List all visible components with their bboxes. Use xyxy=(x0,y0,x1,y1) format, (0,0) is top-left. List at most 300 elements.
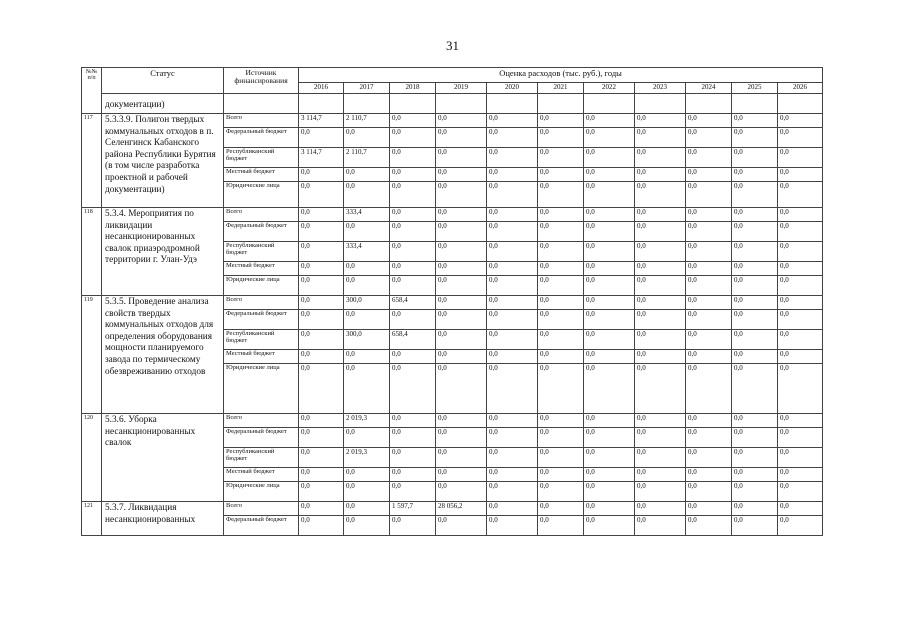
value-cell: 3 114,7 xyxy=(299,148,344,168)
value-cell: 0,0 xyxy=(686,428,732,448)
value-cell: 0,0 xyxy=(436,168,487,182)
value-cell: 0,0 xyxy=(635,208,686,222)
value-cell: 0,0 xyxy=(390,428,436,448)
value-cell: 0,0 xyxy=(538,364,584,414)
value-cell: 0,0 xyxy=(778,502,823,516)
value-cell: 0,0 xyxy=(635,222,686,242)
funding-source: Местный бюджет xyxy=(224,262,299,276)
year-header: 2020 xyxy=(487,83,538,94)
value-cell: 0,0 xyxy=(390,350,436,364)
year-header: 2023 xyxy=(635,83,686,94)
value-cell: 0,0 xyxy=(584,448,635,468)
value-cell: 0,0 xyxy=(778,428,823,448)
row-number: 118 xyxy=(82,208,102,296)
value-cell: 0,0 xyxy=(390,222,436,242)
value-cell: 0,0 xyxy=(778,310,823,330)
funding-source: Всего xyxy=(224,414,299,428)
value-cell: 0,0 xyxy=(686,296,732,310)
value-cell: 0,0 xyxy=(732,168,778,182)
value-cell: 1 597,7 xyxy=(390,502,436,516)
value-cell: 0,0 xyxy=(538,502,584,516)
year-header: 2026 xyxy=(778,83,823,94)
value-cell: 0,0 xyxy=(635,414,686,428)
value-cell: 0,0 xyxy=(732,276,778,296)
value-cell: 0,0 xyxy=(390,128,436,148)
value-cell: 0,0 xyxy=(538,428,584,448)
value-cell: 0,0 xyxy=(732,482,778,502)
value-cell: 0,0 xyxy=(344,516,390,536)
value-cell: 0,0 xyxy=(732,350,778,364)
estimate-header: Оценка расходов (тыс. руб.), годы xyxy=(299,68,823,83)
value-cell: 0,0 xyxy=(538,276,584,296)
value-cell: 0,0 xyxy=(344,468,390,482)
value-cell: 0,0 xyxy=(686,208,732,222)
year-header: 2021 xyxy=(538,83,584,94)
value-cell: 300,0 xyxy=(344,296,390,310)
value-cell: 0,0 xyxy=(344,350,390,364)
num-header: №№ п/п xyxy=(82,68,102,114)
empty-cell xyxy=(224,94,299,114)
value-cell: 0,0 xyxy=(390,448,436,468)
funding-source: Местный бюджет xyxy=(224,468,299,482)
value-cell: 0,0 xyxy=(390,364,436,414)
value-cell: 658,4 xyxy=(390,296,436,310)
value-cell: 0,0 xyxy=(436,414,487,428)
funding-source: Федеральный бюджет xyxy=(224,428,299,448)
value-cell: 0,0 xyxy=(436,310,487,330)
value-cell: 0,0 xyxy=(299,182,344,208)
value-cell: 0,0 xyxy=(390,208,436,222)
value-cell: 0,0 xyxy=(686,516,732,536)
value-cell: 0,0 xyxy=(778,148,823,168)
value-cell: 0,0 xyxy=(584,276,635,296)
value-cell: 0,0 xyxy=(487,262,538,276)
value-cell: 0,0 xyxy=(390,262,436,276)
value-cell: 0,0 xyxy=(390,482,436,502)
value-cell: 0,0 xyxy=(299,208,344,222)
value-cell: 0,0 xyxy=(584,350,635,364)
value-cell: 0,0 xyxy=(436,208,487,222)
value-cell: 0,0 xyxy=(686,262,732,276)
expenditure-table xyxy=(81,67,823,536)
value-cell: 0,0 xyxy=(538,448,584,468)
value-cell: 0,0 xyxy=(686,242,732,262)
value-cell: 0,0 xyxy=(487,182,538,208)
value-cell: 0,0 xyxy=(390,468,436,482)
value-cell: 0,0 xyxy=(635,330,686,350)
value-cell: 0,0 xyxy=(299,128,344,148)
value-cell: 0,0 xyxy=(344,502,390,516)
value-cell: 0,0 xyxy=(538,468,584,482)
value-cell: 0,0 xyxy=(732,128,778,148)
page-number: 31 xyxy=(446,38,459,53)
year-header: 2016 xyxy=(299,83,344,94)
value-cell: 0,0 xyxy=(487,208,538,222)
value-cell: 0,0 xyxy=(686,148,732,168)
value-cell: 0,0 xyxy=(299,276,344,296)
value-cell: 0,0 xyxy=(299,330,344,350)
value-cell: 0,0 xyxy=(732,208,778,222)
funding-source: Республиканский бюджет xyxy=(224,330,299,350)
empty-cell xyxy=(487,94,538,114)
funding-source: Всего xyxy=(224,114,299,128)
value-cell: 0,0 xyxy=(732,428,778,448)
value-cell: 0,0 xyxy=(732,448,778,468)
value-cell: 0,0 xyxy=(344,182,390,208)
value-cell: 0,0 xyxy=(584,128,635,148)
value-cell: 0,0 xyxy=(487,128,538,148)
value-cell: 0,0 xyxy=(635,516,686,536)
empty-cell xyxy=(686,94,732,114)
value-cell: 0,0 xyxy=(538,128,584,148)
value-cell: 0,0 xyxy=(487,114,538,128)
funding-source: Федеральный бюджет xyxy=(224,310,299,330)
value-cell: 0,0 xyxy=(344,276,390,296)
value-cell: 0,0 xyxy=(299,242,344,262)
value-cell: 0,0 xyxy=(487,276,538,296)
value-cell: 0,0 xyxy=(390,276,436,296)
value-cell: 0,0 xyxy=(436,516,487,536)
value-cell: 0,0 xyxy=(538,114,584,128)
value-cell: 0,0 xyxy=(635,350,686,364)
value-cell: 0,0 xyxy=(635,128,686,148)
value-cell: 0,0 xyxy=(344,428,390,448)
value-cell: 0,0 xyxy=(778,262,823,276)
value-cell: 0,0 xyxy=(686,276,732,296)
value-cell: 0,0 xyxy=(344,222,390,242)
value-cell: 0,0 xyxy=(299,262,344,276)
empty-cell xyxy=(390,94,436,114)
value-cell: 0,0 xyxy=(344,128,390,148)
value-cell: 0,0 xyxy=(686,364,732,414)
value-cell: 2 019,3 xyxy=(344,414,390,428)
value-cell: 333,4 xyxy=(344,208,390,222)
status-cell: 5.3.7. Ликвидация несанкционированных xyxy=(102,502,224,536)
carryover-row xyxy=(82,94,823,114)
status-cell: 5.3.5. Проведение анализа свойств твердых коммунальных отходов для определения оборудования мощности планируемого завода по термическому обезвреживанию отходов xyxy=(102,296,224,414)
empty-cell xyxy=(344,94,390,114)
value-cell: 0,0 xyxy=(487,468,538,482)
value-cell: 0,0 xyxy=(344,262,390,276)
table-row xyxy=(82,296,823,310)
value-cell: 0,0 xyxy=(584,242,635,262)
value-cell: 0,0 xyxy=(778,114,823,128)
value-cell: 0,0 xyxy=(778,350,823,364)
funding-source: Местный бюджет xyxy=(224,168,299,182)
value-cell: 0,0 xyxy=(778,414,823,428)
value-cell: 0,0 xyxy=(635,428,686,448)
value-cell: 0,0 xyxy=(487,310,538,330)
value-cell: 0,0 xyxy=(538,310,584,330)
value-cell: 0,0 xyxy=(538,414,584,428)
value-cell: 0,0 xyxy=(732,502,778,516)
value-cell: 0,0 xyxy=(436,242,487,262)
value-cell: 0,0 xyxy=(686,310,732,330)
value-cell: 0,0 xyxy=(436,182,487,208)
table-row xyxy=(82,502,823,516)
value-cell: 0,0 xyxy=(487,516,538,536)
value-cell: 0,0 xyxy=(686,114,732,128)
value-cell: 0,0 xyxy=(584,148,635,168)
year-header: 2022 xyxy=(584,83,635,94)
funding-source: Федеральный бюджет xyxy=(224,222,299,242)
value-cell: 0,0 xyxy=(635,482,686,502)
value-cell: 0,0 xyxy=(686,128,732,148)
value-cell: 0,0 xyxy=(390,148,436,168)
value-cell: 0,0 xyxy=(686,414,732,428)
value-cell: 0,0 xyxy=(778,516,823,536)
value-cell: 0,0 xyxy=(778,468,823,482)
value-cell: 0,0 xyxy=(538,182,584,208)
value-cell: 0,0 xyxy=(584,428,635,448)
value-cell: 0,0 xyxy=(299,468,344,482)
value-cell: 0,0 xyxy=(778,296,823,310)
value-cell: 0,0 xyxy=(584,468,635,482)
value-cell: 0,0 xyxy=(299,428,344,448)
value-cell: 0,0 xyxy=(390,182,436,208)
funding-source: Республиканский бюджет xyxy=(224,148,299,168)
value-cell: 0,0 xyxy=(436,222,487,242)
value-cell: 0,0 xyxy=(732,330,778,350)
row-number: 121 xyxy=(82,502,102,536)
value-cell: 0,0 xyxy=(390,242,436,262)
source-header: Источник финансирования xyxy=(224,68,299,94)
value-cell: 0,0 xyxy=(390,168,436,182)
value-cell: 0,0 xyxy=(538,296,584,310)
value-cell: 3 114,7 xyxy=(299,114,344,128)
value-cell: 0,0 xyxy=(538,262,584,276)
value-cell: 0,0 xyxy=(538,168,584,182)
value-cell: 0,0 xyxy=(732,310,778,330)
value-cell: 0,0 xyxy=(686,330,732,350)
value-cell: 0,0 xyxy=(436,148,487,168)
value-cell: 0,0 xyxy=(732,262,778,276)
value-cell: 0,0 xyxy=(584,502,635,516)
value-cell: 0,0 xyxy=(538,350,584,364)
value-cell: 0,0 xyxy=(436,448,487,468)
value-cell: 0,0 xyxy=(778,330,823,350)
value-cell: 0,0 xyxy=(732,242,778,262)
funding-source: Юридические лица xyxy=(224,182,299,208)
value-cell: 0,0 xyxy=(299,448,344,468)
value-cell: 0,0 xyxy=(487,428,538,448)
value-cell: 0,0 xyxy=(538,208,584,222)
value-cell: 658,4 xyxy=(390,330,436,350)
value-cell: 333,4 xyxy=(344,242,390,262)
value-cell: 0,0 xyxy=(487,350,538,364)
value-cell: 0,0 xyxy=(487,242,538,262)
value-cell: 0,0 xyxy=(584,482,635,502)
value-cell: 0,0 xyxy=(436,482,487,502)
value-cell: 0,0 xyxy=(732,468,778,482)
value-cell: 0,0 xyxy=(584,296,635,310)
value-cell: 0,0 xyxy=(436,114,487,128)
value-cell: 0,0 xyxy=(732,414,778,428)
value-cell: 0,0 xyxy=(487,168,538,182)
funding-source: Федеральный бюджет xyxy=(224,128,299,148)
value-cell: 0,0 xyxy=(635,262,686,276)
value-cell: 0,0 xyxy=(436,296,487,310)
value-cell: 0,0 xyxy=(686,350,732,364)
value-cell: 0,0 xyxy=(538,516,584,536)
value-cell: 0,0 xyxy=(299,364,344,414)
value-cell: 0,0 xyxy=(584,168,635,182)
funding-source: Республиканский бюджет xyxy=(224,448,299,468)
value-cell: 0,0 xyxy=(635,276,686,296)
value-cell: 0,0 xyxy=(299,296,344,310)
value-cell: 0,0 xyxy=(299,350,344,364)
value-cell: 0,0 xyxy=(584,114,635,128)
value-cell: 0,0 xyxy=(686,448,732,468)
value-cell: 2 110,7 xyxy=(344,148,390,168)
funding-source: Юридические лица xyxy=(224,276,299,296)
value-cell: 0,0 xyxy=(732,364,778,414)
value-cell: 0,0 xyxy=(584,262,635,276)
value-cell: 0,0 xyxy=(487,330,538,350)
value-cell: 0,0 xyxy=(732,516,778,536)
value-cell: 0,0 xyxy=(732,148,778,168)
value-cell: 0,0 xyxy=(436,330,487,350)
value-cell: 0,0 xyxy=(778,208,823,222)
value-cell: 0,0 xyxy=(732,114,778,128)
value-cell: 2 019,3 xyxy=(344,448,390,468)
value-cell: 0,0 xyxy=(436,276,487,296)
funding-source: Всего xyxy=(224,296,299,310)
value-cell: 0,0 xyxy=(344,482,390,502)
value-cell: 0,0 xyxy=(487,222,538,242)
value-cell: 0,0 xyxy=(487,414,538,428)
value-cell: 0,0 xyxy=(299,502,344,516)
value-cell: 0,0 xyxy=(635,114,686,128)
empty-cell xyxy=(436,94,487,114)
value-cell: 0,0 xyxy=(686,168,732,182)
value-cell: 0,0 xyxy=(635,364,686,414)
value-cell: 0,0 xyxy=(635,148,686,168)
status-cell: 5.3.3.9. Полигон твердых коммунальных отходов в п. Селенгинск Кабанского района Республики Бурятия (в том числе разработка проектной и рабочей документации) xyxy=(102,114,224,208)
value-cell: 0,0 xyxy=(299,222,344,242)
value-cell: 0,0 xyxy=(538,242,584,262)
value-cell: 0,0 xyxy=(487,482,538,502)
funding-source: Юридические лица xyxy=(224,482,299,502)
value-cell: 0,0 xyxy=(635,296,686,310)
value-cell: 0,0 xyxy=(487,148,538,168)
year-header: 2025 xyxy=(732,83,778,94)
value-cell: 0,0 xyxy=(487,502,538,516)
value-cell: 0,0 xyxy=(538,148,584,168)
value-cell: 300,0 xyxy=(344,330,390,350)
year-header: 2019 xyxy=(436,83,487,94)
table-row xyxy=(82,414,823,428)
value-cell: 0,0 xyxy=(584,516,635,536)
value-cell: 0,0 xyxy=(584,208,635,222)
table-row xyxy=(82,208,823,222)
value-cell: 0,0 xyxy=(584,330,635,350)
funding-source: Юридические лица xyxy=(224,364,299,414)
value-cell: 0,0 xyxy=(436,428,487,448)
table-body xyxy=(82,68,823,536)
year-header: 2017 xyxy=(344,83,390,94)
value-cell: 0,0 xyxy=(778,182,823,208)
value-cell: 0,0 xyxy=(299,516,344,536)
value-cell: 0,0 xyxy=(732,222,778,242)
value-cell: 0,0 xyxy=(538,330,584,350)
row-number: 119 xyxy=(82,296,102,414)
value-cell: 0,0 xyxy=(299,482,344,502)
value-cell: 0,0 xyxy=(635,468,686,482)
empty-cell xyxy=(538,94,584,114)
value-cell: 0,0 xyxy=(584,414,635,428)
value-cell: 0,0 xyxy=(436,128,487,148)
value-cell: 0,0 xyxy=(686,482,732,502)
value-cell: 0,0 xyxy=(299,414,344,428)
value-cell: 28 056,2 xyxy=(436,502,487,516)
funding-source: Всего xyxy=(224,502,299,516)
value-cell: 0,0 xyxy=(635,168,686,182)
value-cell: 0,0 xyxy=(778,482,823,502)
value-cell: 0,0 xyxy=(635,448,686,468)
table-row xyxy=(82,114,823,128)
value-cell: 0,0 xyxy=(390,414,436,428)
value-cell: 0,0 xyxy=(778,276,823,296)
value-cell: 0,0 xyxy=(686,182,732,208)
value-cell: 0,0 xyxy=(732,182,778,208)
value-cell: 2 110,7 xyxy=(344,114,390,128)
value-cell: 0,0 xyxy=(584,222,635,242)
value-cell: 0,0 xyxy=(390,114,436,128)
value-cell: 0,0 xyxy=(436,350,487,364)
value-cell: 0,0 xyxy=(686,502,732,516)
status-cell: 5.3.4. Мероприятия по ликвидации несанкционированных свалок приаэродромной территории г. Улан-Удэ xyxy=(102,208,224,296)
value-cell: 0,0 xyxy=(436,262,487,276)
header-row-1 xyxy=(82,68,823,83)
value-cell: 0,0 xyxy=(344,310,390,330)
value-cell: 0,0 xyxy=(390,310,436,330)
value-cell: 0,0 xyxy=(778,222,823,242)
funding-source: Всего xyxy=(224,208,299,222)
value-cell: 0,0 xyxy=(487,296,538,310)
value-cell: 0,0 xyxy=(390,516,436,536)
value-cell: 0,0 xyxy=(778,168,823,182)
value-cell: 0,0 xyxy=(584,310,635,330)
year-header: 2018 xyxy=(390,83,436,94)
value-cell: 0,0 xyxy=(778,128,823,148)
status-cell: 5.3.6. Уборка несанкционированных свалок xyxy=(102,414,224,502)
value-cell: 0,0 xyxy=(778,448,823,468)
row-number: 117 xyxy=(82,114,102,208)
value-cell: 0,0 xyxy=(635,310,686,330)
empty-cell xyxy=(584,94,635,114)
funding-source: Федеральный бюджет xyxy=(224,516,299,536)
empty-cell xyxy=(778,94,823,114)
value-cell: 0,0 xyxy=(686,468,732,482)
value-cell: 0,0 xyxy=(436,364,487,414)
funding-source: Местный бюджет xyxy=(224,350,299,364)
value-cell: 0,0 xyxy=(686,222,732,242)
value-cell: 0,0 xyxy=(584,364,635,414)
empty-cell xyxy=(299,94,344,114)
value-cell: 0,0 xyxy=(778,364,823,414)
value-cell: 0,0 xyxy=(538,482,584,502)
year-header: 2024 xyxy=(686,83,732,94)
value-cell: 0,0 xyxy=(344,364,390,414)
value-cell: 0,0 xyxy=(778,242,823,262)
value-cell: 0,0 xyxy=(732,296,778,310)
value-cell: 0,0 xyxy=(487,364,538,414)
value-cell: 0,0 xyxy=(299,168,344,182)
value-cell: 0,0 xyxy=(635,242,686,262)
value-cell: 0,0 xyxy=(299,310,344,330)
value-cell: 0,0 xyxy=(487,448,538,468)
